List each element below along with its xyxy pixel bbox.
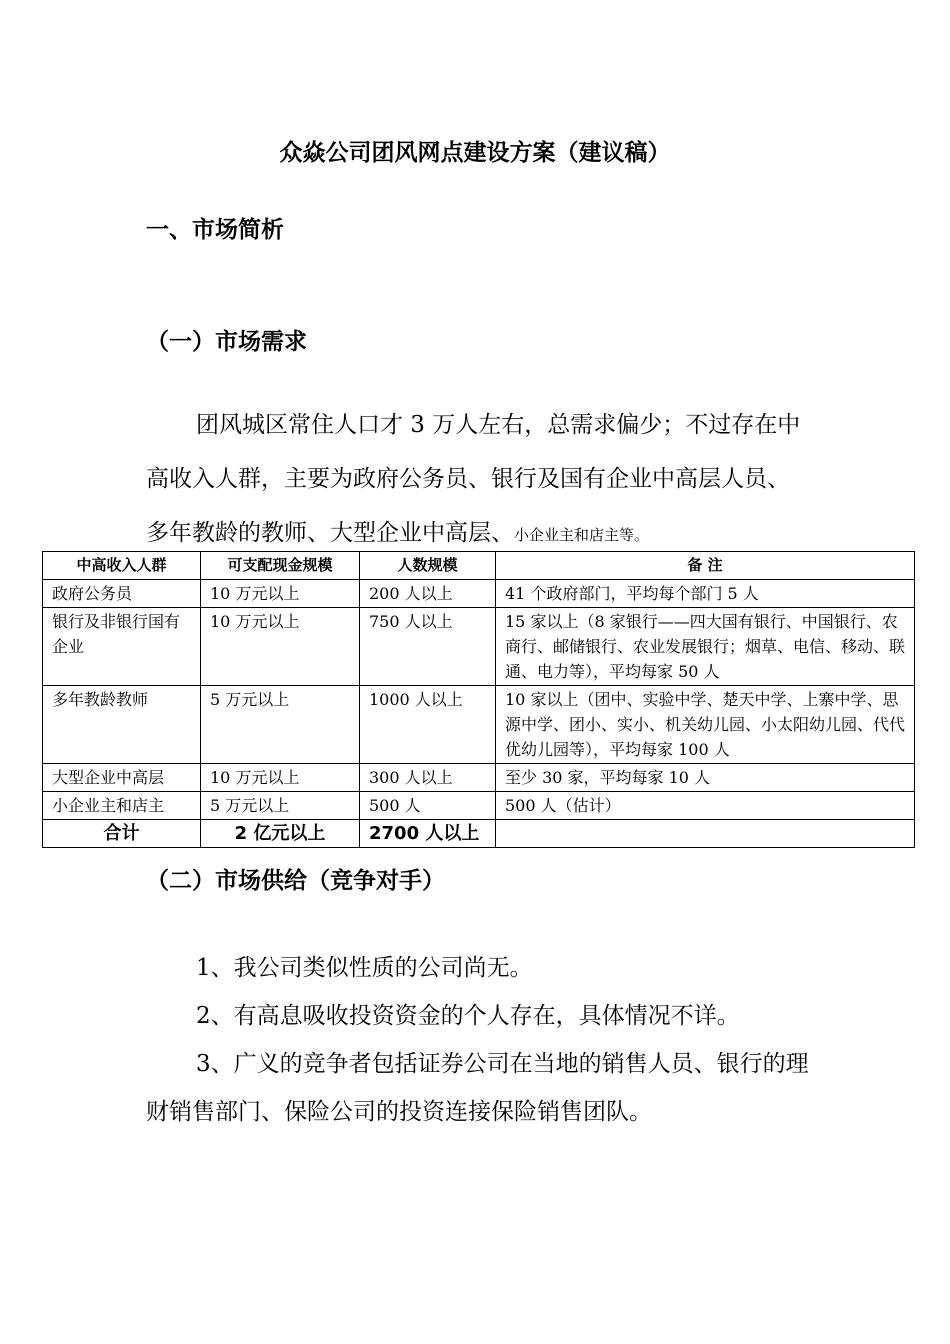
table-row xyxy=(43,580,915,608)
table-header-cell: 人数规模 xyxy=(360,552,496,580)
table-cell: 1000 人以上 xyxy=(360,686,496,764)
income-groups-table xyxy=(42,551,915,848)
demand-paragraph-text: 团风城区常住人口才 3 万人左右，总需求偏少；不过存在中高收入人群，主要为政府公务员、银行及国有企业中高层人员、多年教龄的教师、大型企业中高层、 xyxy=(146,412,801,546)
table-cell: 10 万元以上 xyxy=(201,608,360,686)
table-row xyxy=(43,686,915,764)
table-cell: 银行及非银行国有企业 xyxy=(43,608,201,686)
table-header-cell: 可支配现金规模 xyxy=(201,552,360,580)
section-heading-market-analysis: 一、市场简析 xyxy=(146,217,284,243)
table-cell: 小企业主和店主 xyxy=(43,792,201,820)
table-cell: 10 万元以上 xyxy=(201,580,360,608)
table-cell: 多年教龄教师 xyxy=(43,686,201,764)
document-title: 众焱公司团风网点建设方案（建议稿） xyxy=(279,140,671,166)
table-total-cell xyxy=(496,820,915,848)
competitor-list xyxy=(146,944,811,1136)
table-cell: 41 个政府部门，平均每个部门 5 人 xyxy=(496,580,915,608)
table-cell: 750 人以上 xyxy=(360,608,496,686)
subsection-heading-demand: （一）市场需求 xyxy=(146,329,307,355)
demand-paragraph xyxy=(146,398,811,562)
table-row xyxy=(43,764,915,792)
table-cell: 10 万元以上 xyxy=(201,764,360,792)
table-cell: 15 家以上（8 家银行——四大国有银行、中国银行、农商行、邮储银行、农业发展银行；烟草、电信、移动、联通、电力等），平均每家 50 人 xyxy=(496,608,915,686)
demand-paragraph-tail: 小企业主和店主等。 xyxy=(514,526,650,544)
list-item: 1、我公司类似性质的公司尚无。 xyxy=(196,955,533,981)
list-item: 3、广义的竞争者包括证券公司在当地的销售人员、银行的理财销售部门、保险公司的投资连接保险销售团队。 xyxy=(146,1051,809,1125)
table-cell: 200 人以上 xyxy=(360,580,496,608)
table-row xyxy=(43,608,915,686)
table-row xyxy=(43,792,915,820)
list-item: 2、有高息吸收投资资金的个人存在，具体情况不详。 xyxy=(196,1003,740,1029)
table-cell: 大型企业中高层 xyxy=(43,764,201,792)
table-cell: 300 人以上 xyxy=(360,764,496,792)
table-total-cell: 合计 xyxy=(43,820,201,848)
table-total-row xyxy=(43,820,915,848)
table-header-cell: 备 注 xyxy=(496,552,915,580)
table-total-cell: 2700 人以上 xyxy=(360,820,496,848)
table-header-row xyxy=(43,552,915,580)
table-cell: 500 人 xyxy=(360,792,496,820)
table-header-cell: 中高收入人群 xyxy=(43,552,201,580)
table-cell: 10 家以上（团中、实验中学、楚天中学、上寨中学、思源中学、团小、实小、机关幼儿园、小太阳幼儿园、代代优幼儿园等），平均每家 100 人 xyxy=(496,686,915,764)
table-cell: 5 万元以上 xyxy=(201,792,360,820)
subsection-heading-supply: （二）市场供给（竞争对手） xyxy=(146,868,445,894)
table-cell: 政府公务员 xyxy=(43,580,201,608)
table-cell: 500 人（估计） xyxy=(496,792,915,820)
table-total-cell: 2 亿元以上 xyxy=(201,820,360,848)
table-cell: 至少 30 家，平均每家 10 人 xyxy=(496,764,915,792)
table-cell: 5 万元以上 xyxy=(201,686,360,764)
